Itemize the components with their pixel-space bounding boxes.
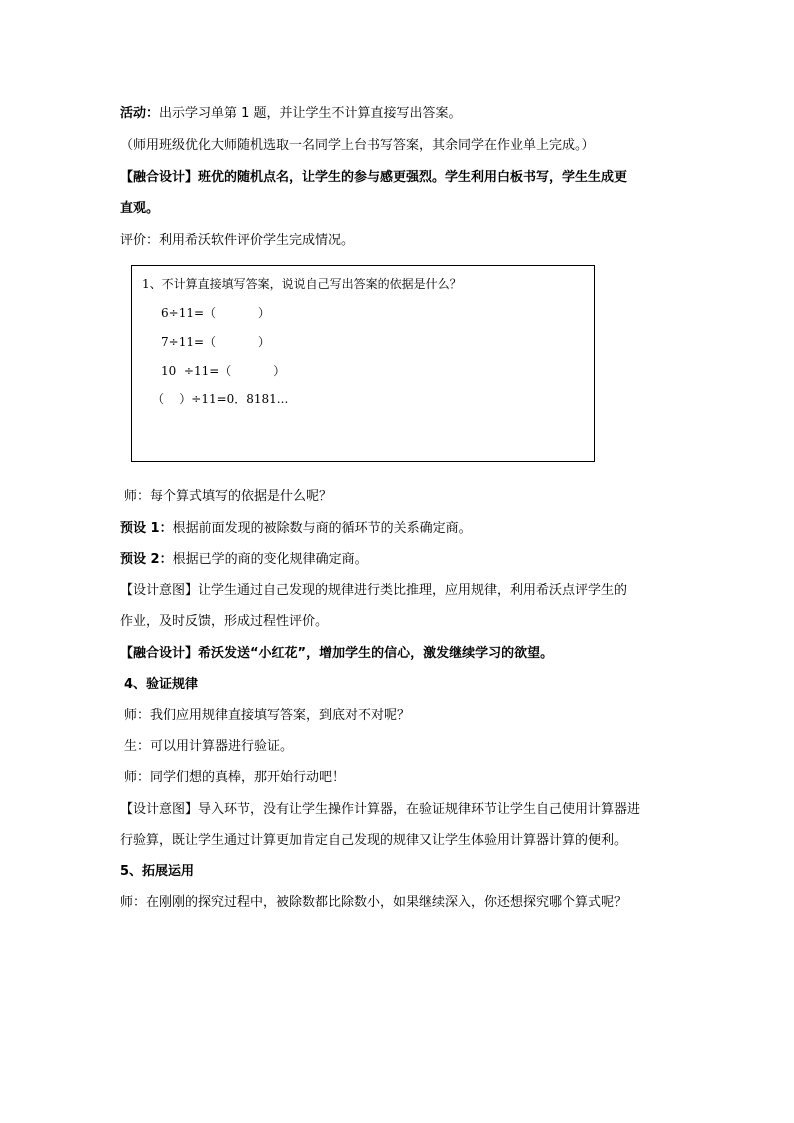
- section-heading-5: 5、拓展运用: [120, 864, 195, 879]
- exercise-box: [131, 265, 595, 462]
- student-line: 生：可以用计算器进行验证。: [124, 739, 294, 754]
- preset-1-text: 根据前面发现的被除数与商的循环节的关系确定商。: [172, 521, 472, 536]
- teacher-line: 师：在刚刚的探究过程中，被除数都比除数小，如果继续深入，你还想探究哪个算式呢？: [120, 895, 628, 910]
- design-intent-1-cont: 作业，及时反馈，形成过程性评价。: [120, 614, 329, 629]
- section-heading-4: 4、验证规律: [124, 677, 199, 692]
- exercise-item: 6÷11=（ ）: [161, 306, 270, 320]
- evaluation-line: 评价：利用希沃软件评价学生完成情况。: [120, 233, 355, 248]
- exercise-title: 1、不计算直接填写答案，说说自己写出答案的依据是什么？: [142, 277, 462, 291]
- exercise-item: 7÷11=（ ）: [161, 335, 270, 349]
- preset-2-text: 根据已学的商的变化规律确定商。: [172, 552, 368, 567]
- activity-text: 出示学习单第 1 题，并让学生不计算直接写出答案。: [159, 106, 462, 121]
- fusion-design-1: 【融合设计】班优的随机点名，让学生的参与感更强烈。学生利用白板书写，学生生成更: [120, 170, 628, 185]
- teacher-question: 师：每个算式填写的依据是什么呢？: [124, 489, 333, 504]
- teacher-note: （师用班级优化大师随机选取一名同学上台书写答案，其余同学在作业单上完成。）: [120, 138, 595, 153]
- preset-2-label: 预设 2：: [120, 552, 173, 567]
- design-intent-2: 【设计意图】导入环节，没有让学生操作计算器，在验证规律环节让学生自己使用计算器进: [120, 802, 641, 817]
- teacher-line: 师：我们应用规律直接填写答案，到底对不对呢？: [124, 708, 411, 723]
- activity-label: 活动：: [120, 106, 160, 121]
- preset-2: [120, 552, 368, 568]
- design-intent-1: 【设计意图】让学生通过自己发现的规律进行类比推理，应用规律，利用希沃点评学生的: [120, 583, 628, 598]
- exercise-item: 10 ÷11=（ ）: [161, 364, 286, 378]
- preset-1-label: 预设 1：: [120, 521, 173, 536]
- teacher-line: 师：同学们想的真棒，那开始行动吧！: [124, 770, 346, 785]
- preset-1: [120, 521, 472, 537]
- fusion-design-2: 【融合设计】希沃发送“小红花”，增加学生的信心，激发继续学习的欲望。: [120, 646, 554, 661]
- design-intent-2-cont: 行验算，既让学生通过计算更加肯定自己发现的规律又让学生体验用计算器计算的便利。: [120, 833, 628, 848]
- fusion-design-1-cont: 直观。: [120, 201, 160, 216]
- exercise-item: （ ）÷11=0．8181...: [152, 392, 289, 406]
- activity-line: [120, 106, 462, 122]
